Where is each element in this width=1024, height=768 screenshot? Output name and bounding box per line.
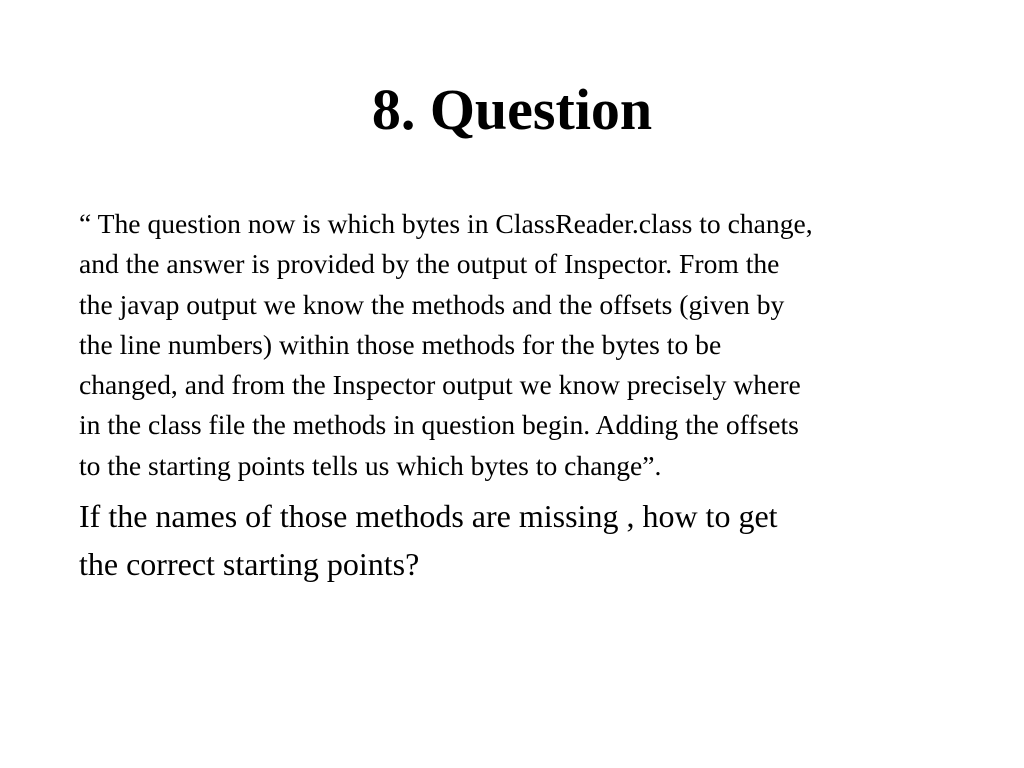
question-line: If the names of those methods are missing , how to get <box>79 498 778 535</box>
question-paragraph <box>79 492 999 588</box>
slide-body <box>79 204 999 588</box>
quote-line: and the answer is provided by the output of Inspector. From the <box>79 248 780 280</box>
quote-paragraph <box>79 204 999 486</box>
quote-line: the javap output we know the methods and the offsets (given by <box>79 288 785 320</box>
slide-title: 8. Question <box>371 77 653 142</box>
question-line: the correct starting points? <box>79 546 420 583</box>
quote-line: the line numbers) within those methods for the bytes to be <box>79 328 722 360</box>
quote-line: in the class file the methods in question begin. Adding the offsets <box>79 409 799 441</box>
quote-line: “ The question now is which bytes in ClassReader.class to change, <box>79 208 813 239</box>
quote-line: to the starting points tells us which bytes to change”. <box>79 449 662 481</box>
quote-line: changed, and from the Inspector output we know precisely where <box>79 369 801 401</box>
